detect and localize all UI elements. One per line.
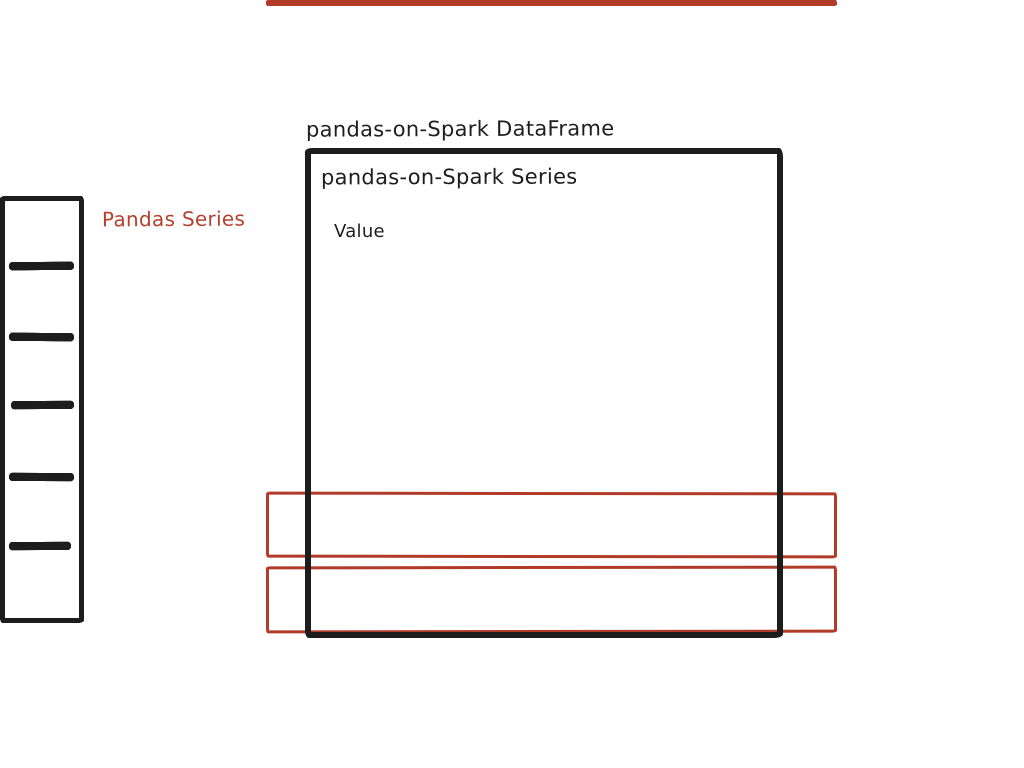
pandas-series-row	[266, 0, 837, 6]
spark-series-label: pandas-on-Spark Series	[320, 164, 578, 190]
cell-separator-dash	[9, 333, 74, 341]
cell-separator-dash	[9, 473, 74, 481]
cell-separator-dash	[9, 262, 74, 270]
spark-series-column	[0, 196, 84, 623]
pandas-series-label: Pandas Series	[101, 206, 246, 232]
cell-value-label: Value	[334, 221, 385, 242]
cell-separator-dash	[11, 401, 74, 409]
cell-separator-dash	[9, 542, 71, 550]
dataframe-title-label: pandas-on-Spark DataFrame	[305, 116, 615, 142]
